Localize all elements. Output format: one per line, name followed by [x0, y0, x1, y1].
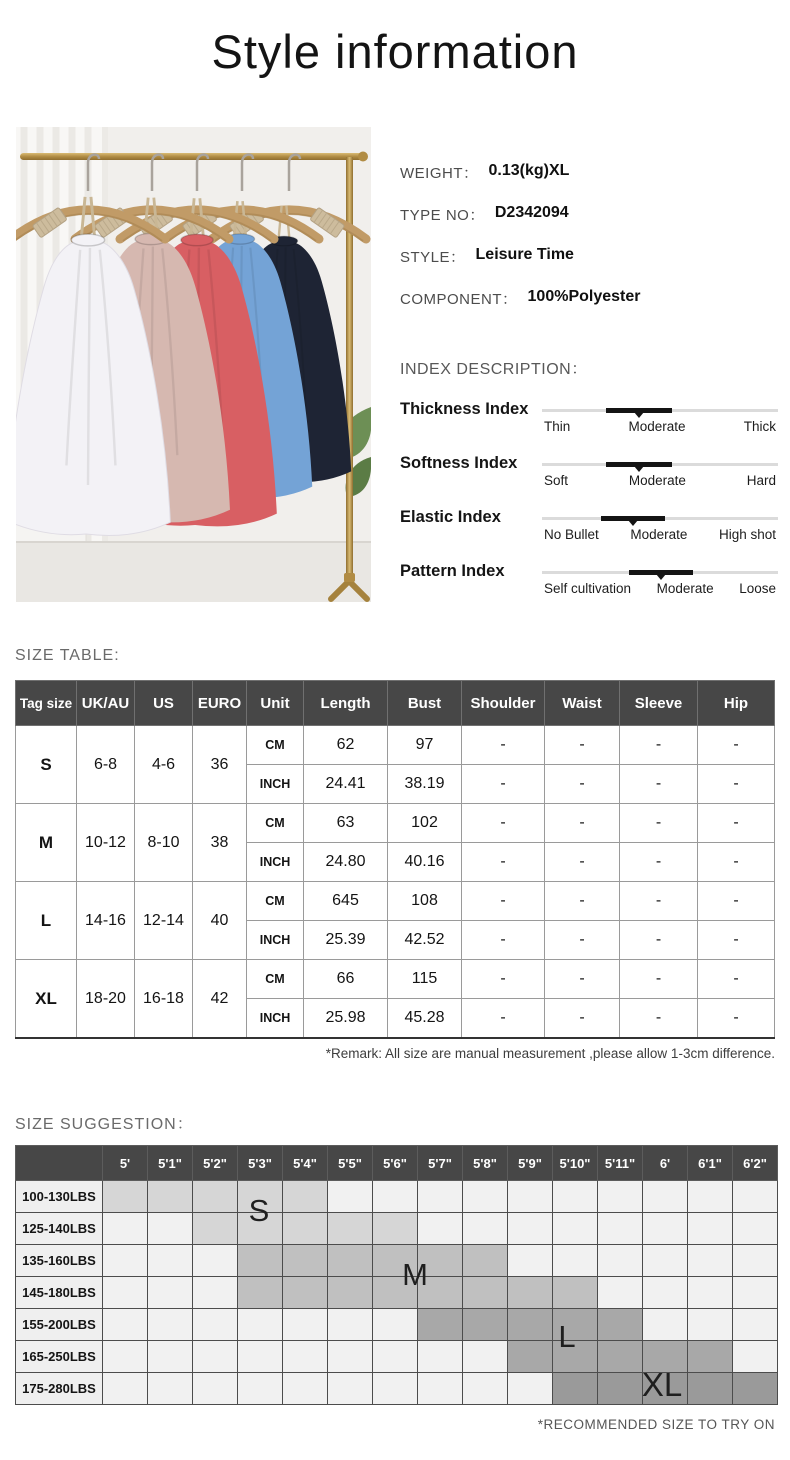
measure-cell: 25.98: [304, 999, 388, 1039]
height-weight-cell: [733, 1277, 778, 1309]
height-weight-cell: [508, 1341, 553, 1373]
page-title: Style information: [211, 25, 579, 78]
measure-cell: -: [462, 882, 545, 921]
height-weight-cell: [103, 1277, 148, 1309]
corner-cell: [16, 1146, 103, 1181]
height-weight-cell: [688, 1245, 733, 1277]
column-header: Unit: [247, 681, 304, 726]
column-header: Shoulder: [462, 681, 545, 726]
suggestion-row: [16, 1309, 778, 1341]
unit-cell: INCH: [247, 999, 304, 1039]
measure-cell: -: [462, 804, 545, 843]
euro-cell: 36: [193, 726, 247, 804]
field-label: WEIGHT：: [400, 165, 479, 182]
size-suggestion-heading: SIZE SUGGESTION：: [15, 1116, 194, 1133]
height-weight-cell: [733, 1309, 778, 1341]
measure-cell: 40.16: [388, 843, 462, 882]
measure-cell: -: [620, 765, 698, 804]
index-option: Soft: [544, 473, 569, 488]
suggestion-row: [16, 1181, 778, 1213]
height-weight-cell: [328, 1213, 373, 1245]
index-options: [542, 473, 778, 488]
height-header: 6': [643, 1146, 688, 1181]
field-weight: [400, 162, 778, 204]
height-weight-cell: [598, 1373, 643, 1405]
height-weight-cell: [283, 1373, 328, 1405]
thickness-index-slider: [542, 399, 778, 453]
height-weight-cell: [463, 1213, 508, 1245]
weight-label: 165-250LBS: [16, 1341, 103, 1373]
index-label: Pattern Index: [400, 562, 505, 580]
measure-cell: -: [462, 960, 545, 999]
index-option: Hard: [746, 473, 776, 488]
ukau-cell: 10-12: [77, 804, 135, 882]
height-weight-cell: [463, 1181, 508, 1213]
height-weight-cell: [643, 1341, 688, 1373]
column-header: Tag size: [16, 681, 77, 726]
height-header: 5'7": [418, 1146, 463, 1181]
height-header: 5'3": [238, 1146, 283, 1181]
measure-cell: 25.39: [304, 921, 388, 960]
index-options: [542, 527, 778, 542]
measure-cell: -: [462, 726, 545, 765]
height-weight-cell: [598, 1341, 643, 1373]
height-weight-cell: [328, 1277, 373, 1309]
height-weight-cell: [328, 1341, 373, 1373]
height-weight-cell: [553, 1277, 598, 1309]
height-weight-cell: [238, 1181, 283, 1213]
product-photo-svg: [16, 127, 371, 602]
unit-cell: INCH: [247, 921, 304, 960]
measure-cell: -: [620, 921, 698, 960]
measure-cell: -: [698, 999, 775, 1039]
unit-cell: INCH: [247, 843, 304, 882]
size-zone-letter-l: L: [558, 1319, 576, 1354]
height-weight-cell: [193, 1277, 238, 1309]
size-suggestion-table: [15, 1145, 778, 1405]
measure-cell: -: [462, 843, 545, 882]
measure-cell: -: [462, 999, 545, 1039]
height-weight-cell: [418, 1341, 463, 1373]
index-label: Elastic Index: [400, 508, 501, 526]
height-weight-cell: [193, 1341, 238, 1373]
height-weight-cell: [418, 1309, 463, 1341]
euro-cell: 40: [193, 882, 247, 960]
measure-cell: 62: [304, 726, 388, 765]
field-component: [400, 288, 778, 330]
ukau-cell: 6-8: [77, 726, 135, 804]
height-weight-cell: [103, 1309, 148, 1341]
height-weight-cell: [373, 1213, 418, 1245]
height-weight-cell: [643, 1309, 688, 1341]
height-header: 5'1": [148, 1146, 193, 1181]
measure-cell: -: [620, 843, 698, 882]
height-weight-cell: [733, 1213, 778, 1245]
height-weight-cell: [238, 1245, 283, 1277]
softness-index-slider: [542, 453, 778, 507]
product-fields: [400, 150, 778, 330]
height-weight-cell: [238, 1277, 283, 1309]
column-header: Waist: [545, 681, 620, 726]
elastic-index-slider: [542, 507, 778, 561]
height-weight-cell: [148, 1277, 193, 1309]
height-weight-cell: [238, 1373, 283, 1405]
height-header: 5'8": [463, 1146, 508, 1181]
thickness-index-row: [400, 399, 778, 453]
height-weight-cell: [148, 1341, 193, 1373]
field-value: 0.13(kg)XL: [488, 162, 570, 179]
height-weight-cell: [418, 1213, 463, 1245]
height-weight-cell: [418, 1277, 463, 1309]
suggestion-row: [16, 1245, 778, 1277]
measure-cell: -: [545, 960, 620, 999]
measure-cell: -: [545, 843, 620, 882]
suggestion-row: [16, 1341, 778, 1373]
index-option: No Bullet: [544, 527, 599, 542]
height-weight-cell: [643, 1245, 688, 1277]
measure-cell: -: [545, 921, 620, 960]
height-header: 5'5": [328, 1146, 373, 1181]
product-info: [400, 150, 778, 615]
height-weight-cell: [373, 1277, 418, 1309]
index-options: [542, 419, 778, 434]
column-header: Bust: [388, 681, 462, 726]
height-weight-cell: [148, 1373, 193, 1405]
measure-cell: 45.28: [388, 999, 462, 1039]
index-track: [542, 571, 778, 574]
index-option: Moderate: [628, 419, 686, 434]
height-header: 5': [103, 1146, 148, 1181]
height-header: 6'1": [688, 1146, 733, 1181]
height-weight-cell: [598, 1245, 643, 1277]
height-weight-cell: [688, 1181, 733, 1213]
unit-cell: CM: [247, 726, 304, 765]
measure-cell: -: [698, 882, 775, 921]
measure-cell: -: [545, 882, 620, 921]
height-weight-cell: [238, 1213, 283, 1245]
table-row: [16, 882, 775, 921]
table-row: [16, 726, 775, 765]
height-header: 5'6": [373, 1146, 418, 1181]
table-row: [16, 960, 775, 999]
column-header: UK/AU: [77, 681, 135, 726]
unit-cell: INCH: [247, 765, 304, 804]
height-weight-cell: [553, 1245, 598, 1277]
height-weight-cell: [643, 1373, 688, 1405]
height-weight-cell: [508, 1181, 553, 1213]
height-header: 5'9": [508, 1146, 553, 1181]
softness-index-row: [400, 453, 778, 507]
field-type-no: [400, 204, 778, 246]
measure-cell: -: [620, 726, 698, 765]
field-value: 100%Polyester: [527, 288, 641, 305]
height-weight-cell: [598, 1277, 643, 1309]
height-weight-cell: [328, 1181, 373, 1213]
index-track: [542, 463, 778, 466]
height-weight-cell: [598, 1213, 643, 1245]
measure-cell: 115: [388, 960, 462, 999]
ukau-cell: 14-16: [77, 882, 135, 960]
height-weight-cell: [148, 1213, 193, 1245]
us-cell: 12-14: [135, 882, 193, 960]
unit-cell: CM: [247, 804, 304, 843]
index-option: Moderate: [630, 527, 688, 542]
height-weight-cell: [553, 1309, 598, 1341]
height-weight-cell: [193, 1245, 238, 1277]
measure-cell: -: [462, 765, 545, 804]
height-weight-cell: [508, 1373, 553, 1405]
height-weight-cell: [373, 1181, 418, 1213]
measure-cell: 97: [388, 726, 462, 765]
size-zone-letter-xl: XL: [641, 1366, 683, 1403]
field-value: D2342094: [494, 204, 569, 221]
height-weight-cell: [553, 1373, 598, 1405]
height-header: 5'10": [553, 1146, 598, 1181]
height-weight-cell: [103, 1213, 148, 1245]
height-weight-cell: [643, 1213, 688, 1245]
column-header: Sleeve: [620, 681, 698, 726]
index-track: [542, 517, 778, 520]
size-table-heading: SIZE TABLE:: [15, 647, 120, 664]
field-value: Leisure Time: [475, 246, 574, 263]
euro-cell: 38: [193, 804, 247, 882]
index-option: Loose: [739, 581, 776, 596]
height-weight-cell: [688, 1213, 733, 1245]
tag-size-cell: XL: [16, 960, 77, 1039]
height-weight-cell: [373, 1341, 418, 1373]
height-weight-cell: [103, 1341, 148, 1373]
height-weight-cell: [553, 1213, 598, 1245]
height-weight-cell: [598, 1181, 643, 1213]
recommended-size-note: *RECOMMENDED SIZE TO TRY ON: [537, 1417, 775, 1432]
measure-cell: -: [462, 921, 545, 960]
height-weight-cell: [238, 1309, 283, 1341]
measure-cell: -: [620, 804, 698, 843]
measure-cell: -: [545, 804, 620, 843]
height-weight-cell: [643, 1181, 688, 1213]
index-option: Moderate: [628, 473, 686, 488]
us-cell: 4-6: [135, 726, 193, 804]
height-weight-cell: [463, 1245, 508, 1277]
suggestion-row: [16, 1213, 778, 1245]
table-row: [16, 804, 775, 843]
weight-label: 175-280LBS: [16, 1373, 103, 1405]
tag-size-cell: M: [16, 804, 77, 882]
height-weight-cell: [733, 1373, 778, 1405]
index-selected-segment: [629, 570, 693, 575]
height-weight-cell: [283, 1213, 328, 1245]
measure-cell: -: [698, 960, 775, 999]
size-table: [15, 680, 775, 1039]
measure-cell: -: [620, 882, 698, 921]
unit-cell: CM: [247, 882, 304, 921]
height-weight-cell: [373, 1309, 418, 1341]
measure-cell: 108: [388, 882, 462, 921]
index-options: [542, 581, 778, 596]
height-weight-cell: [103, 1245, 148, 1277]
height-weight-cell: [733, 1181, 778, 1213]
height-weight-cell: [463, 1277, 508, 1309]
index-option: Moderate: [656, 581, 714, 596]
suggestion-row: [16, 1277, 778, 1309]
height-weight-cell: [508, 1213, 553, 1245]
index-option: Thick: [743, 419, 776, 434]
height-weight-cell: [328, 1309, 373, 1341]
height-weight-cell: [283, 1277, 328, 1309]
us-cell: 8-10: [135, 804, 193, 882]
height-header: 6'2": [733, 1146, 778, 1181]
height-weight-cell: [103, 1373, 148, 1405]
height-weight-cell: [238, 1341, 283, 1373]
measure-cell: -: [698, 843, 775, 882]
index-selected-segment: [601, 516, 665, 521]
height-weight-cell: [283, 1181, 328, 1213]
measure-cell: -: [698, 804, 775, 843]
height-weight-cell: [553, 1181, 598, 1213]
index-description-heading: INDEX DESCRIPTION：: [400, 361, 588, 378]
tag-size-cell: L: [16, 882, 77, 960]
index-label: Softness Index: [400, 454, 518, 472]
field-style: [400, 246, 778, 288]
field-label: TYPE NO：: [400, 207, 485, 224]
height-weight-cell: [553, 1341, 598, 1373]
height-weight-cell: [463, 1309, 508, 1341]
measure-cell: -: [620, 999, 698, 1039]
euro-cell: 42: [193, 960, 247, 1039]
height-weight-cell: [688, 1341, 733, 1373]
us-cell: 16-18: [135, 960, 193, 1039]
index-selected-segment: [606, 462, 672, 467]
height-weight-cell: [193, 1181, 238, 1213]
measure-cell: 645: [304, 882, 388, 921]
height-weight-cell: [193, 1373, 238, 1405]
weight-label: 145-180LBS: [16, 1277, 103, 1309]
height-weight-cell: [463, 1341, 508, 1373]
column-header: EURO: [193, 681, 247, 726]
height-weight-cell: [508, 1245, 553, 1277]
measure-cell: 42.52: [388, 921, 462, 960]
index-track: [542, 409, 778, 412]
height-weight-cell: [193, 1309, 238, 1341]
weight-label: 155-200LBS: [16, 1309, 103, 1341]
height-weight-cell: [688, 1277, 733, 1309]
pattern-index-slider: [542, 561, 778, 615]
height-weight-cell: [643, 1277, 688, 1309]
measure-cell: 38.19: [388, 765, 462, 804]
index-option: Thin: [544, 419, 571, 434]
measure-cell: 63: [304, 804, 388, 843]
height-weight-cell: [328, 1245, 373, 1277]
pattern-index-row: [400, 561, 778, 615]
index-option: Self cultivation: [544, 581, 632, 596]
measure-cell: 102: [388, 804, 462, 843]
height-weight-cell: [373, 1245, 418, 1277]
height-weight-cell: [733, 1245, 778, 1277]
measure-cell: -: [545, 765, 620, 804]
height-weight-cell: [148, 1245, 193, 1277]
height-weight-cell: [418, 1373, 463, 1405]
height-weight-cell: [193, 1213, 238, 1245]
column-header: Hip: [698, 681, 775, 726]
ukau-cell: 18-20: [77, 960, 135, 1039]
index-option: High shot: [718, 527, 776, 542]
size-table-header-row: [16, 681, 775, 726]
size-zone-letter-m: M: [402, 1257, 428, 1292]
size-suggestion-body: [16, 1181, 778, 1405]
size-zone-letter-s: S: [248, 1193, 270, 1228]
column-header: Length: [304, 681, 388, 726]
height-weight-cell: [148, 1309, 193, 1341]
field-label: COMPONENT：: [400, 291, 518, 308]
column-header: US: [135, 681, 193, 726]
weight-label: 135-160LBS: [16, 1245, 103, 1277]
height-weight-cell: [508, 1277, 553, 1309]
measure-cell: -: [698, 921, 775, 960]
product-photo: [16, 127, 371, 602]
size-table-remark: *Remark: All size are manual measurement ,please allow 1-3cm difference.: [325, 1046, 775, 1061]
elastic-index-row: [400, 507, 778, 561]
measure-cell: -: [620, 960, 698, 999]
height-weight-cell: [508, 1309, 553, 1341]
height-weight-cell: [283, 1309, 328, 1341]
weight-label: 125-140LBS: [16, 1213, 103, 1245]
height-header: 5'2": [193, 1146, 238, 1181]
tag-size-cell: S: [16, 726, 77, 804]
index-selected-segment: [606, 408, 672, 413]
height-weight-cell: [463, 1373, 508, 1405]
measure-cell: 66: [304, 960, 388, 999]
measure-cell: -: [545, 726, 620, 765]
height-weight-cell: [598, 1309, 643, 1341]
weight-label: 100-130LBS: [16, 1181, 103, 1213]
height-weight-cell: [418, 1181, 463, 1213]
height-weight-cell: [733, 1341, 778, 1373]
measure-cell: -: [698, 765, 775, 804]
size-suggestion-header-row: [16, 1146, 778, 1181]
height-weight-cell: [688, 1309, 733, 1341]
field-label: STYLE：: [400, 249, 466, 266]
height-weight-cell: [283, 1341, 328, 1373]
unit-cell: CM: [247, 960, 304, 999]
measure-cell: -: [698, 726, 775, 765]
height-weight-cell: [103, 1181, 148, 1213]
height-header: 5'4": [283, 1146, 328, 1181]
height-weight-cell: [688, 1373, 733, 1405]
measure-cell: 24.80: [304, 843, 388, 882]
index-label: Thickness Index: [400, 400, 529, 418]
measure-cell: 24.41: [304, 765, 388, 804]
measure-cell: -: [545, 999, 620, 1039]
height-weight-cell: [328, 1373, 373, 1405]
hangers-and-tops: [16, 154, 366, 535]
height-weight-cell: [373, 1373, 418, 1405]
height-header: 5'11": [598, 1146, 643, 1181]
height-weight-cell: [283, 1245, 328, 1277]
height-weight-cell: [418, 1245, 463, 1277]
suggestion-row: [16, 1373, 778, 1405]
height-weight-cell: [148, 1181, 193, 1213]
